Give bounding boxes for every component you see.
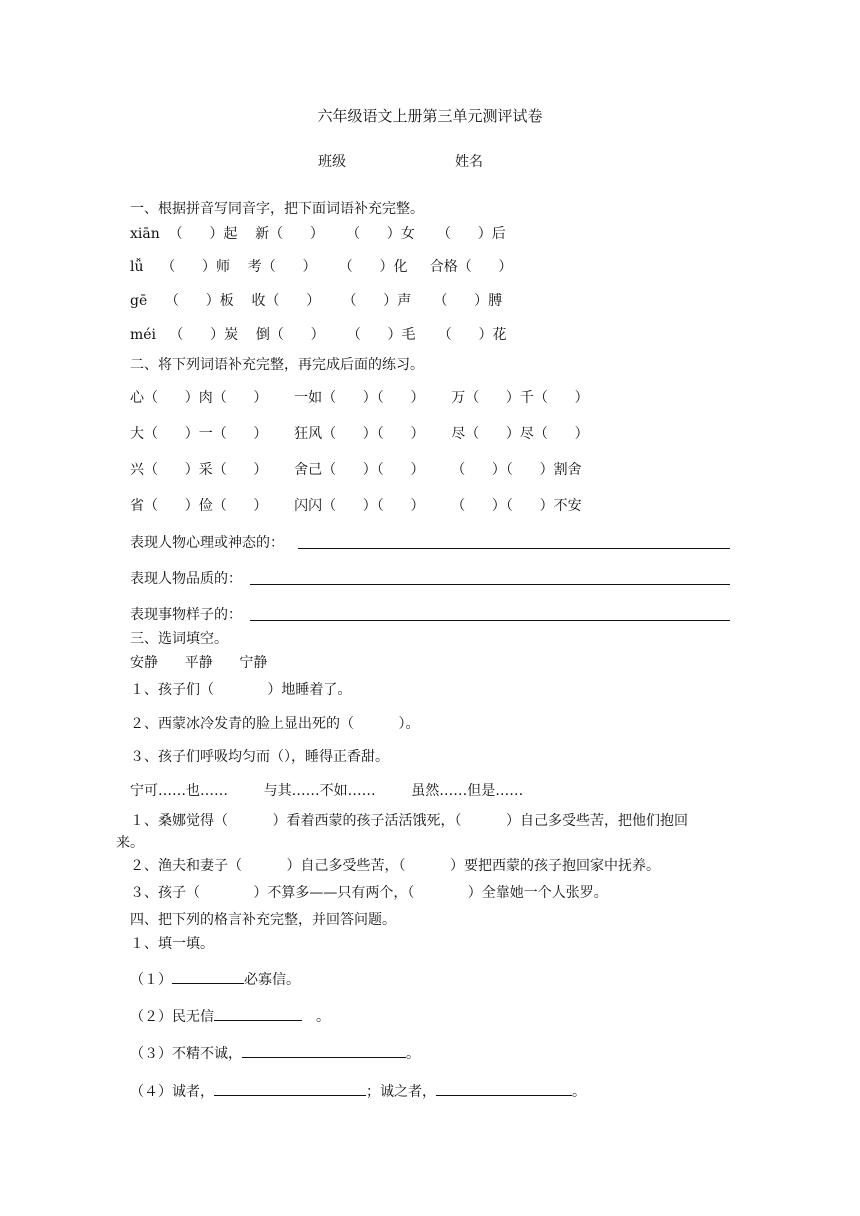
character-question: 表现人物品质的：	[130, 571, 242, 587]
fill-item-continuation: 来。	[116, 835, 144, 851]
pinyin-row: lǚ （ ）师 考（ ） （ ）化 合格（ ）	[130, 259, 513, 275]
maxim-item	[130, 1042, 420, 1063]
word-choices-2: 宁可……也…… 与其……不如…… 虽然……但是……	[130, 783, 524, 799]
idiom-row: 大（ ）一（ ） 狂风（ ）（ ） 尽（ ）尽（ ）	[130, 426, 589, 442]
fill-item: ２、渔夫和妻子（ ）自己多受些苦，（ ）要把西蒙的孩子抱回家中抚养。	[130, 858, 661, 874]
maxim-blank[interactable]	[214, 1005, 302, 1021]
maxim-blank[interactable]	[436, 1080, 572, 1096]
section-4-heading: 四、把下列的格言补充完整，并回答问题。	[130, 912, 396, 928]
section-2-heading: 二、将下列词语补充完整，再完成后面的练习。	[130, 357, 424, 373]
pinyin-row: méi （ ）炭 倒（ ） （ ）毛 （ ）花	[130, 327, 507, 343]
class-label: 班级	[318, 154, 346, 170]
maxim-suffix: 。	[316, 1009, 330, 1025]
appearance-question: 表现事物样子的：	[130, 607, 242, 623]
idiom-row: 心（ ）肉（ ） 一如（ ）（ ） 万（ ）千（ ）	[130, 390, 589, 406]
pinyin-row: gē （ ）板 收（ ） （ ）声 （ ）膊	[130, 293, 503, 309]
maxim-item	[130, 1080, 586, 1101]
pinyin-row: xiān （ ）起 新（ ） （ ）女 （ ）后	[130, 226, 506, 242]
section-1-heading: 一、根据拼音写同音字，把下面词语补充完整。	[130, 201, 424, 217]
psychology-question: 表现人物心理或神态的：	[130, 535, 284, 551]
idiom-row: 兴（ ）采（ ） 舍己（ ）（ ） （ ）（ ）割舍	[130, 462, 582, 478]
answer-line[interactable]	[250, 620, 730, 621]
maxim-blank[interactable]	[242, 1042, 406, 1058]
fill-item: ２、西蒙冰冷发青的脸上显出死的（ ）。	[130, 716, 420, 732]
maxim-suffix: 。	[406, 1046, 420, 1062]
page-title: 六年级语文上册第三单元测评试卷	[317, 107, 543, 125]
sub-heading: １、填一填。	[130, 936, 214, 952]
maxim-prefix: （３）不精不诚，	[130, 1046, 242, 1062]
answer-line[interactable]	[250, 584, 730, 585]
maxim-middle: ；诚之者，	[366, 1084, 436, 1100]
maxim-item	[130, 968, 300, 989]
fill-item: １、桑娜觉得（ ）看着西蒙的孩子活活饿死，（ ）自己多受些苦，把他们抱回	[130, 813, 689, 829]
fill-item: １、孩子们（ ）地睡着了。	[130, 682, 352, 698]
maxim-blank[interactable]	[172, 968, 244, 984]
answer-line[interactable]	[298, 548, 730, 549]
maxim-suffix: 必寡信。	[244, 972, 300, 988]
maxim-item	[130, 1005, 330, 1026]
name-label: 姓名	[455, 154, 483, 170]
section-3-heading: 三、选词填空。	[130, 631, 228, 647]
idiom-row: 省（ ）俭（ ） 闪闪（ ）（ ） （ ）（ ）不安	[130, 498, 582, 514]
fill-item: ３、孩子们呼吸均匀而（），睡得正香甜。	[130, 749, 389, 765]
maxim-blank[interactable]	[214, 1080, 366, 1096]
maxim-prefix: （２）民无信	[130, 1009, 214, 1025]
maxim-prefix: （１）	[130, 972, 172, 988]
word-choices-1: 安静 平静 宁静	[130, 655, 268, 671]
fill-item: ３、孩子（ ）不算多——只有两个，（ ）全靠她一个人张罗。	[130, 885, 608, 901]
maxim-suffix: 。	[572, 1084, 586, 1100]
maxim-prefix: （４）诚者，	[130, 1084, 214, 1100]
